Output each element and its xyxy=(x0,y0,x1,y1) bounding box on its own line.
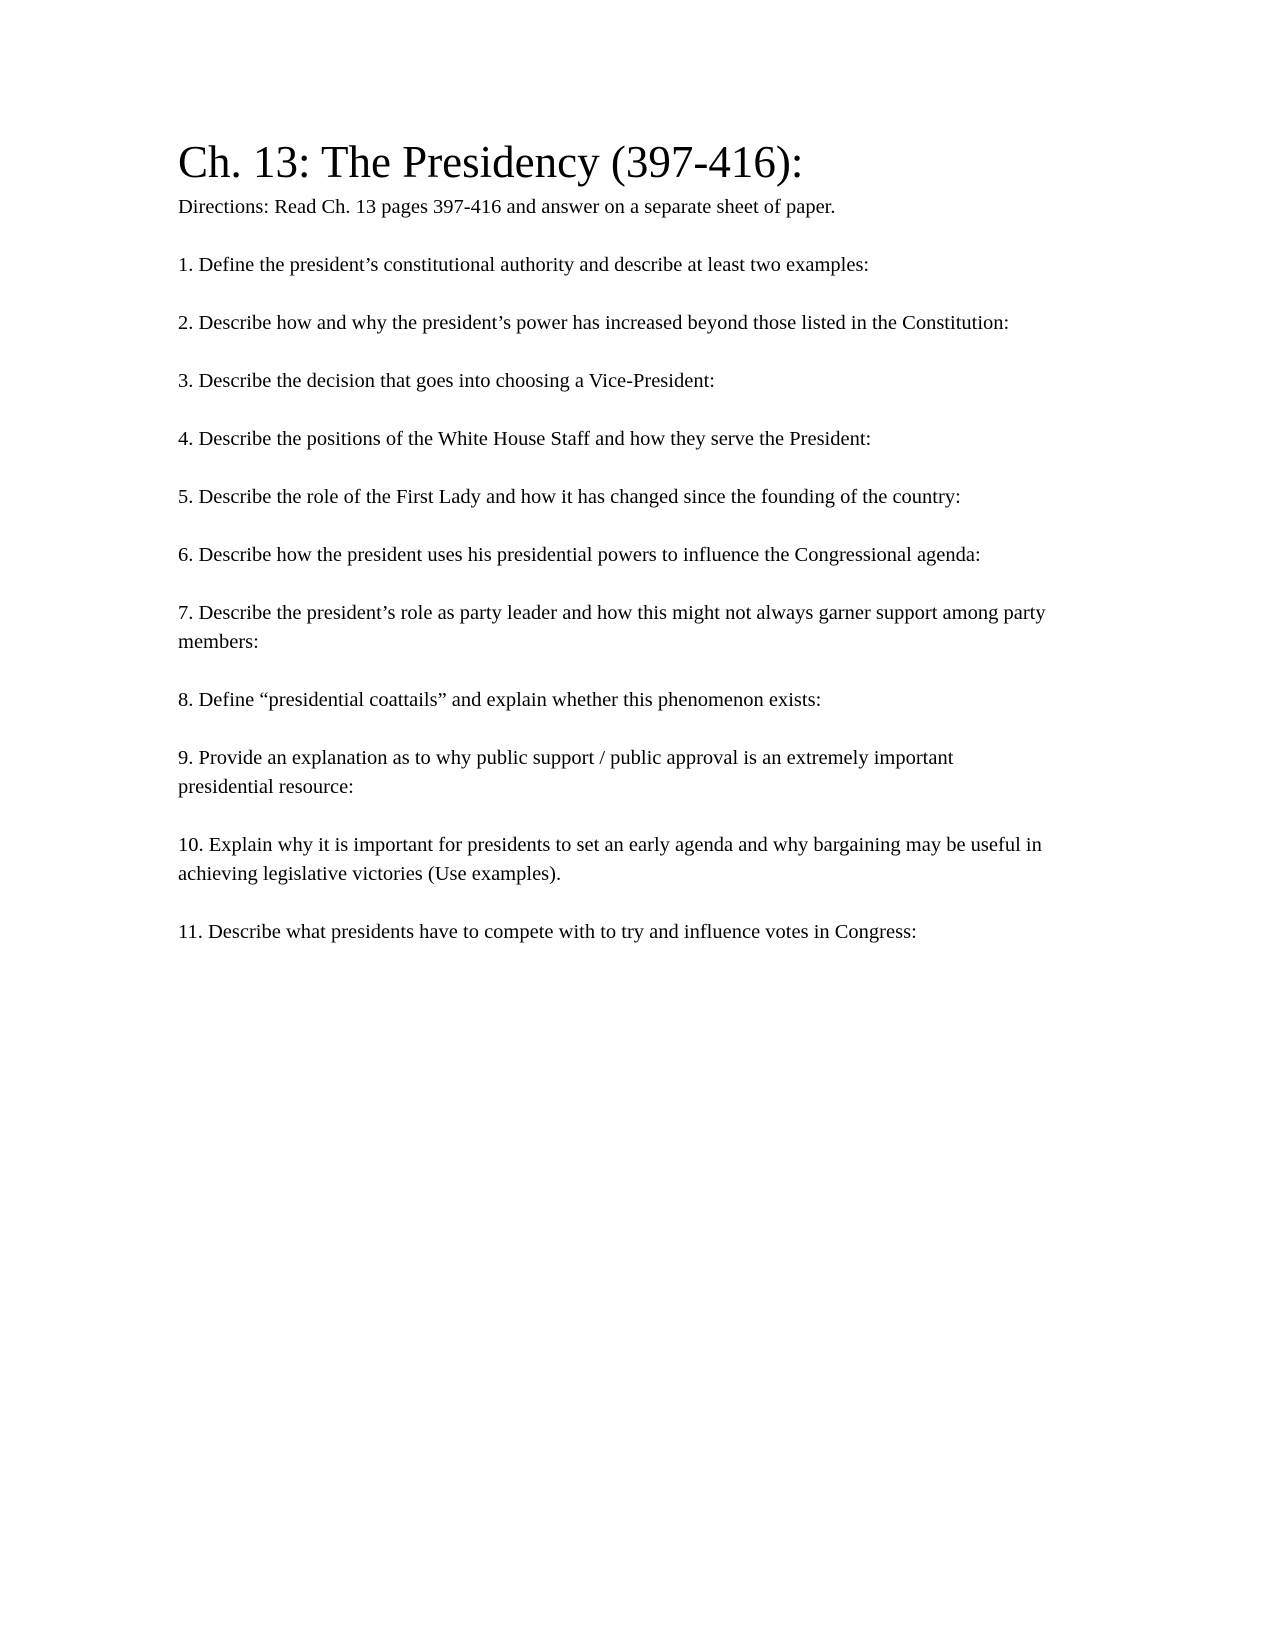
page-title: Ch. 13: The Presidency (397-416): xyxy=(178,137,804,187)
question-item-9: 9. Provide an explanation as to why public support / public approval is an extremely important presidential resource: xyxy=(178,747,954,799)
question-item-5: 5. Describe the role of the First Lady and how it has changed since the founding of the country: xyxy=(178,486,961,509)
question-list xyxy=(178,251,1050,947)
question-item-6: 6. Describe how the president uses his presidential powers to influence the Congressional agenda: xyxy=(178,544,981,567)
question-item-4: 4. Describe the positions of the White House Staff and how they serve the President: xyxy=(178,428,872,451)
question-item-3: 3. Describe the decision that goes into choosing a Vice-President: xyxy=(178,370,715,393)
question-item-10: 10. Explain why it is important for presidents to set an early agenda and why bargaining may be useful in achieving legislative victories (Use examples). xyxy=(178,834,1042,886)
question-item-7: 7. Describe the president’s role as party leader and how this might not always garner support among party members: xyxy=(178,602,1046,654)
question-item-8: 8. Define “presidential coattails” and explain whether this phenomenon exists: xyxy=(178,689,822,712)
question-item-1: 1. Define the president’s constitutional authority and describe at least two examples: xyxy=(178,254,870,277)
question-item-2: 2. Describe how and why the president’s power has increased beyond those listed in the Constitution: xyxy=(178,312,1010,335)
question-item-11: 11. Describe what presidents have to compete with to try and influence votes in Congress: xyxy=(178,921,917,944)
directions-text: Directions: Read Ch. 13 pages 397-416 and answer on a separate sheet of paper. xyxy=(178,196,836,219)
